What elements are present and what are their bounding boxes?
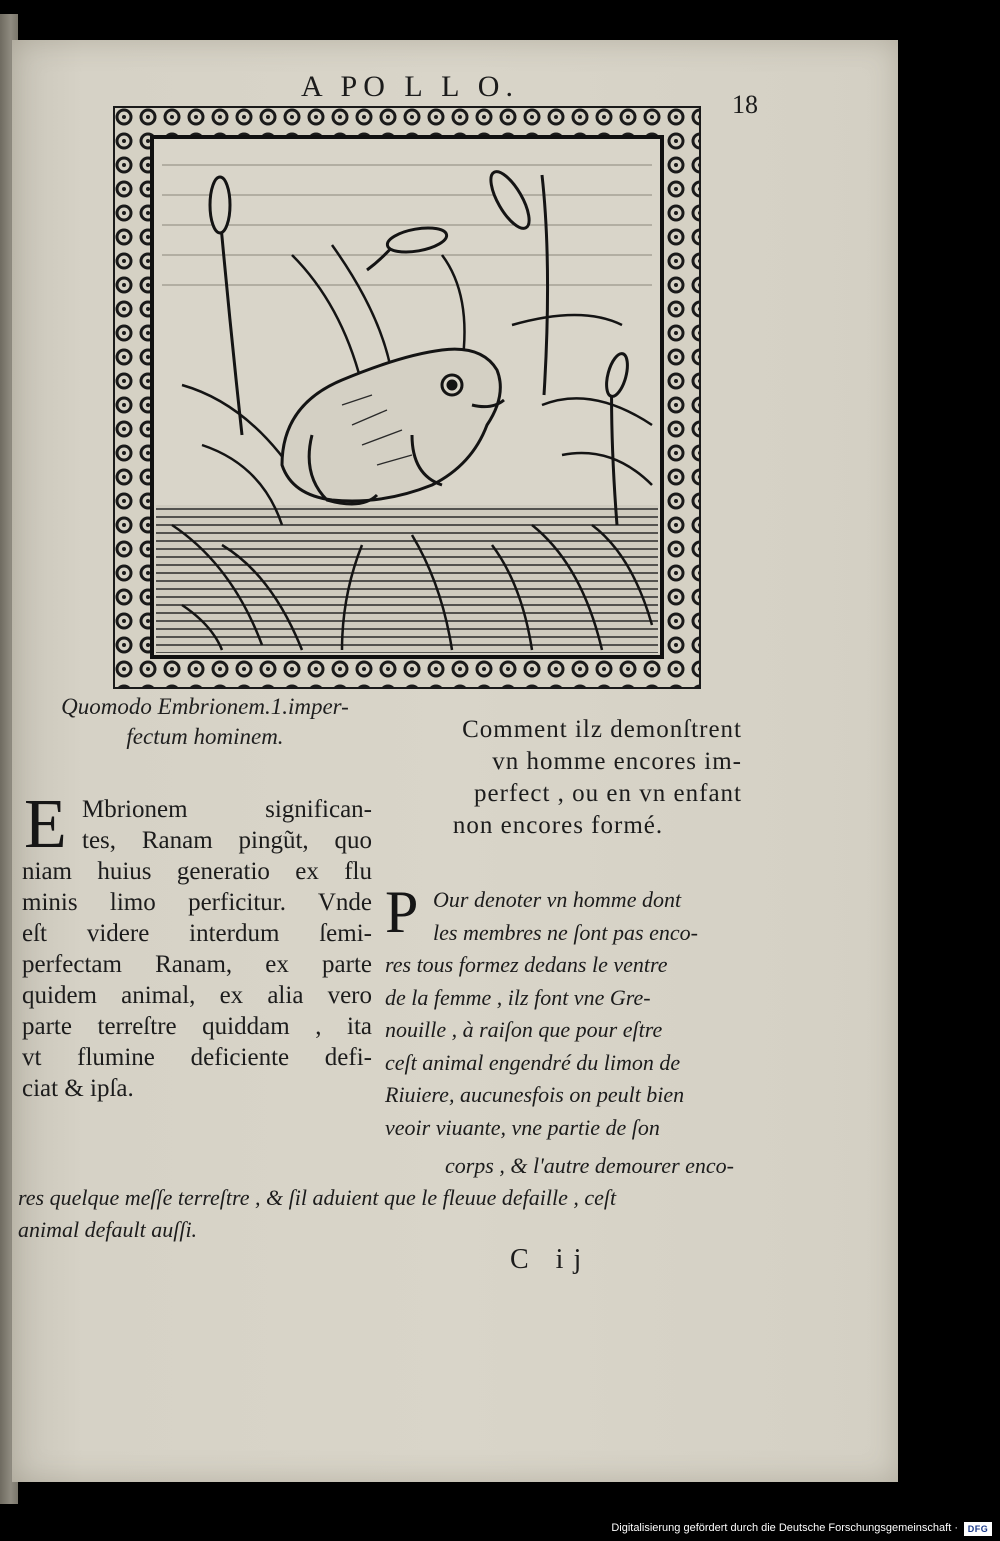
french-line: ceſt animal engendré du limon de	[385, 1049, 681, 1075]
dfg-logo: DFG	[964, 1522, 992, 1536]
latin-line: minis limo perficitur. Vnde	[22, 889, 372, 916]
french-line: animal default auſſi.	[18, 1217, 198, 1242]
french-line: de la femme , ilz font vne Gre-	[385, 984, 651, 1010]
latin-dropcap: E	[24, 786, 67, 863]
running-header: A PO L L O.	[301, 70, 519, 103]
latin-line: vt flumine deficiente defi-	[22, 1044, 372, 1071]
latin-caption	[30, 692, 380, 752]
signature-mark: C ij	[510, 1244, 592, 1275]
french-paragraph-continuation	[18, 1150, 738, 1246]
french-line: res quelque meſſe terreſtre , & ſil aduient que le fleuue defaille , ceſt	[18, 1185, 617, 1210]
latin-caption-line: Quomodo Embrionem.1.imper-	[61, 694, 349, 719]
french-line: Our denoter vn homme dont	[433, 887, 682, 912]
french-caption-line: perfect , ou en vn enfant	[474, 780, 742, 807]
latin-line: perfectam Ranam, ex parte	[22, 951, 372, 978]
french-dropcap: P	[385, 879, 419, 945]
latin-line: parte terreſtre quiddam , ita	[22, 1013, 372, 1040]
page-number: 18	[732, 90, 758, 119]
latin-line: ciat & ipſa.	[22, 1075, 134, 1102]
french-caption-line: vn homme encores im-	[492, 748, 742, 775]
french-caption-line: Comment ilz demonſtrent	[462, 716, 742, 743]
french-line: corps , & l'autre demourer enco-	[444, 1153, 734, 1178]
french-line: nouille , à raiſon que pour eſtre	[385, 1017, 663, 1042]
french-line: Riuiere, aucunesfois on peult bien	[385, 1082, 685, 1107]
latin-line: eſt videre interdum ſemi-	[22, 920, 372, 947]
french-caption	[398, 714, 748, 842]
latin-line: tes, Ranam pingũt, quo	[82, 827, 372, 854]
latin-line: Mbrionem significan-	[82, 796, 372, 823]
latin-caption-line: fectum hominem.	[126, 724, 284, 749]
latin-line: niam huius generatio ex flu	[22, 858, 372, 885]
french-caption-line: non encores formé.	[452, 812, 664, 839]
french-paragraph	[385, 879, 737, 1144]
french-line: les membres ne ſont pas enco-	[433, 919, 698, 945]
latin-paragraph	[22, 786, 372, 1104]
funding-credit: Digitalisierung gefördert durch die Deutsche Forschungsgemeinschaft ·	[611, 1522, 958, 1534]
french-line: res tous formez dedans le ventre	[385, 952, 668, 977]
footer-bar	[0, 1518, 1000, 1541]
french-line: veoir viuante, vne partie de ſon	[385, 1114, 660, 1140]
latin-line: quidem animal, ex alia vero	[22, 982, 372, 1009]
woodcut-frog-illustration	[112, 105, 702, 690]
